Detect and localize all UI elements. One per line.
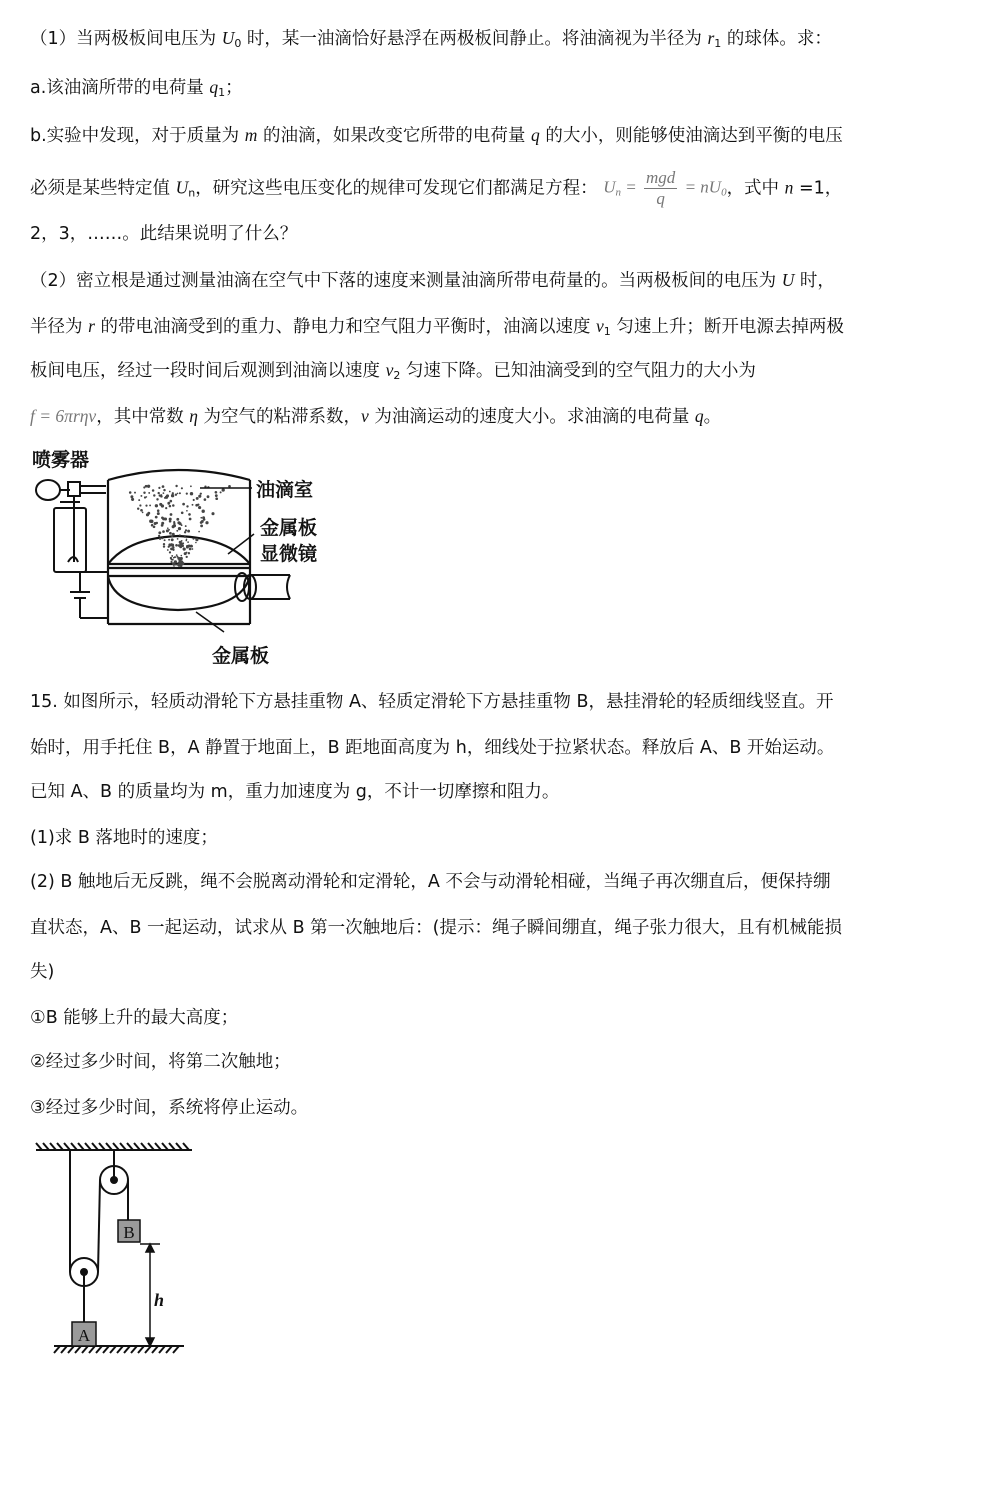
pulley-system-figure xyxy=(32,1140,202,1360)
oil-droplet xyxy=(169,551,171,553)
oil-droplet xyxy=(168,503,170,505)
oil-droplet xyxy=(162,485,165,488)
q14-part2-line1 xyxy=(30,268,978,293)
oil-droplet xyxy=(177,538,179,540)
var-q: q xyxy=(209,77,219,97)
oil-droplet xyxy=(178,527,181,530)
var-eta: η xyxy=(189,406,198,426)
oil-droplet xyxy=(190,485,192,487)
oil-droplet xyxy=(200,524,203,527)
q15-sub3: ③经过多少时间，系统将停止运动。 xyxy=(30,1098,309,1118)
hatch-mark xyxy=(117,1346,123,1353)
hatch-mark xyxy=(61,1346,67,1353)
hatch-mark xyxy=(176,1143,182,1150)
oil-droplet xyxy=(186,510,188,512)
q15-line1: 15. 如图所示，轻质动滑轮下方悬挂重物 A、轻质定滑轮下方悬挂重物 B，悬挂滑轮的轻质细线竖直。开 xyxy=(30,692,834,712)
sprayer-label: 喷雾器 xyxy=(32,449,90,471)
oil-droplet xyxy=(179,492,181,494)
hatch-mark xyxy=(75,1346,81,1353)
oil-droplet xyxy=(171,535,173,537)
oil-droplet xyxy=(152,489,155,492)
oil-droplet xyxy=(129,491,132,494)
oil-droplet xyxy=(188,552,190,554)
oil-droplet xyxy=(175,544,178,547)
oil-droplet xyxy=(139,504,141,506)
oil-droplet xyxy=(220,491,222,493)
microscope-label: 显微镜 xyxy=(260,543,318,565)
oil-droplet xyxy=(192,548,194,550)
oil-droplet xyxy=(173,522,175,524)
oil-droplet xyxy=(162,537,164,539)
oil-droplet xyxy=(149,504,151,506)
sub: n xyxy=(188,186,196,200)
oil-droplet xyxy=(175,494,177,496)
oil-droplet xyxy=(190,492,193,495)
hatch-mark xyxy=(71,1143,77,1150)
oil-droplet xyxy=(179,545,182,548)
var-U: U xyxy=(175,177,189,198)
oil-droplet xyxy=(182,503,185,506)
text: 的大小，则能够使油滴达到平衡的电压 xyxy=(539,126,843,146)
q15-sub2: ②经过多少时间，将第二次触地； xyxy=(30,1052,291,1072)
hatch-mark xyxy=(64,1143,70,1150)
oil-droplet xyxy=(196,497,199,500)
hatch-mark xyxy=(92,1143,98,1150)
hatch-mark xyxy=(124,1346,130,1353)
q15-sub1: ①B 能够上升的最大高度； xyxy=(30,1008,239,1028)
q14-part2-line4 xyxy=(30,404,978,429)
oil-droplet xyxy=(137,507,139,509)
oil-droplet xyxy=(181,511,184,514)
hatch-mark xyxy=(103,1346,109,1353)
oil-droplet xyxy=(149,520,152,523)
formula-lhs: U xyxy=(603,177,616,197)
oil-droplet xyxy=(162,530,165,533)
oil-droplet xyxy=(172,559,174,561)
q14-part2-line2 xyxy=(30,314,978,344)
oil-droplet xyxy=(176,518,179,521)
oil-droplet xyxy=(163,545,165,547)
hatch-mark xyxy=(152,1346,158,1353)
text: 的油滴，如果改变它所带的电荷量 xyxy=(257,126,531,146)
hatch-mark xyxy=(78,1143,84,1150)
oil-droplet xyxy=(171,538,174,541)
var-m: m xyxy=(244,125,258,145)
text: 时，某一油滴恰好悬浮在两极板间静止。将油滴视为半径为 xyxy=(241,29,708,49)
text: 半径为 xyxy=(30,317,89,337)
hatch-mark xyxy=(138,1346,144,1353)
oil-droplet xyxy=(172,492,174,494)
q15-question2-line2: 直状态，A、B 一起运动，试求从 B 第一次触地后：(提示：绳子瞬间绷直，绳子张力很大，且有机械能损 xyxy=(30,918,842,938)
hatch-mark xyxy=(141,1143,147,1150)
hatch-mark xyxy=(113,1143,119,1150)
block-b-label: B xyxy=(123,1223,135,1242)
oil-droplet xyxy=(164,539,166,541)
oil-droplet xyxy=(161,504,164,507)
oil-droplet xyxy=(184,531,186,533)
hatch-mark xyxy=(110,1346,116,1353)
var-U: U xyxy=(781,270,795,290)
oil-droplet xyxy=(180,555,182,557)
oil-droplet xyxy=(192,538,194,540)
text: 时， xyxy=(794,271,835,291)
q15-line3: 已知 A、B 的质量均为 m，重力加速度为 g，不计一切摩擦和阻力。 xyxy=(30,782,560,802)
oil-droplet xyxy=(169,532,172,535)
oil-droplet xyxy=(158,531,161,534)
oil-droplet xyxy=(170,513,173,516)
oil-droplet xyxy=(189,518,192,521)
var-v: v xyxy=(361,406,369,426)
var-r: r xyxy=(88,316,95,336)
oil-droplet xyxy=(156,522,158,524)
oil-droplet xyxy=(140,509,143,512)
block-a-label: A xyxy=(77,1326,91,1345)
q14-a-line xyxy=(30,75,978,105)
oil-droplet xyxy=(155,504,158,507)
oil-droplet xyxy=(204,498,207,501)
oil-droplet xyxy=(176,554,178,556)
oil-droplet xyxy=(184,536,186,538)
hatch-mark xyxy=(36,1143,42,1150)
oil-droplet xyxy=(138,499,140,501)
numerator: mgd xyxy=(646,168,676,187)
hatch-mark xyxy=(173,1346,179,1353)
hatch-mark xyxy=(120,1143,126,1150)
oil-droplet xyxy=(195,542,197,544)
oil-droplet xyxy=(174,556,176,558)
oil-droplet xyxy=(175,485,177,487)
drag-formula: f = 6πrηv xyxy=(30,406,97,426)
oil-droplet xyxy=(171,494,174,497)
q15-question1: (1)求 B 落地时的速度； xyxy=(30,828,218,848)
oil-droplet xyxy=(195,538,198,541)
var-v: v xyxy=(385,360,394,380)
oil-droplet xyxy=(153,525,156,528)
oil-droplet xyxy=(148,492,150,494)
oil-droplet xyxy=(163,489,165,491)
block-b xyxy=(118,1220,140,1242)
millikan-apparatus-figure xyxy=(28,442,338,672)
oil-droplet xyxy=(131,498,134,501)
chamber-label: 油滴室 xyxy=(256,479,314,501)
hatch-mark xyxy=(127,1143,133,1150)
text: a.该油滴所带的电荷量 xyxy=(30,78,210,98)
q14-part2-line3 xyxy=(30,358,978,388)
q14-b-line1 xyxy=(30,123,978,148)
oil-droplet xyxy=(161,516,164,519)
hatch-mark xyxy=(166,1346,172,1353)
oil-droplet xyxy=(211,512,214,515)
oil-droplet xyxy=(181,562,183,564)
oil-droplet xyxy=(215,491,218,494)
oil-droplet xyxy=(168,546,170,548)
q14-b-line2 xyxy=(30,168,978,209)
sub: 1 xyxy=(218,86,226,99)
oil-droplet xyxy=(158,487,160,489)
oil-droplet xyxy=(183,548,186,551)
var-v: v xyxy=(596,316,604,336)
oil-droplet xyxy=(170,500,173,503)
formula-eq: = xyxy=(621,177,642,197)
oil-droplet xyxy=(202,510,205,513)
oil-droplet xyxy=(207,495,210,498)
text: 板间电压，经过一段时间后观测到油滴以速度 xyxy=(30,361,386,381)
hatch-mark xyxy=(99,1143,105,1150)
oil-droplet xyxy=(193,499,195,501)
oil-droplet xyxy=(158,492,160,494)
text: ，其中常数 xyxy=(96,407,190,427)
oil-droplet xyxy=(188,513,191,516)
oil-droplet xyxy=(181,487,183,489)
oil-droplet xyxy=(181,540,183,542)
sub: 0 xyxy=(234,37,242,50)
oil-droplet xyxy=(170,548,173,551)
oil-droplet xyxy=(178,559,181,562)
text: 为油滴运动的速度大小。求油滴的电荷量 xyxy=(368,407,695,427)
oil-droplet xyxy=(205,521,208,524)
text: （1）当两极板间电压为 xyxy=(30,29,222,49)
rope xyxy=(70,1150,128,1272)
ground xyxy=(54,1346,184,1353)
text: 匀速下降。已知油滴受到的空气阻力的大小为 xyxy=(400,361,756,381)
oil-droplet xyxy=(186,493,188,495)
oil-droplet xyxy=(164,497,166,499)
hatch-mark xyxy=(68,1346,74,1353)
hatch-mark xyxy=(131,1346,137,1353)
var-U: U xyxy=(221,28,235,48)
oil-droplet xyxy=(172,562,175,565)
q14-part1-line xyxy=(30,26,978,56)
text: ； xyxy=(225,78,243,98)
var-q: q xyxy=(694,406,704,426)
oil-droplet xyxy=(176,530,178,532)
oil-droplet xyxy=(172,525,175,528)
text: 的带电油滴受到的重力、静电力和空气阻力平衡时，油滴以速度 xyxy=(94,317,597,337)
hatch-mark xyxy=(148,1143,154,1150)
text: 。 xyxy=(703,407,722,427)
hatch-mark xyxy=(50,1143,56,1150)
height-label: h xyxy=(154,1290,165,1310)
text: b.实验中发现，对于质量为 xyxy=(30,126,245,146)
oil-droplet xyxy=(198,531,200,533)
sprayer-icon xyxy=(36,480,106,572)
q15-question2-line1: (2) B 触地后无反跳，绳不会脱离动滑轮和定滑轮，A 不会与动滑轮相碰，当绳子再次绷直后，便保持绷 xyxy=(30,872,831,892)
oil-droplet xyxy=(215,494,218,497)
text: （2）密立根是通过测量油滴在空气中下落的速度来测量油滴所带电荷量的。当两极板间的电压为 xyxy=(30,271,782,291)
var-n: n xyxy=(784,177,794,198)
oil-droplet xyxy=(198,506,201,509)
oil-droplet xyxy=(177,493,179,495)
oil-droplet xyxy=(145,505,147,507)
oil-droplet xyxy=(156,498,158,500)
oil-droplet xyxy=(169,518,172,521)
oil-droplet xyxy=(159,537,162,540)
hatch-mark xyxy=(183,1143,189,1150)
oil-droplet xyxy=(151,524,153,526)
oil-droplet xyxy=(168,539,170,541)
oil-droplet xyxy=(171,555,173,557)
oil-droplet xyxy=(202,516,205,519)
movable-pulley xyxy=(70,1258,98,1322)
oil-droplet xyxy=(186,538,188,540)
oil-droplet xyxy=(170,561,172,563)
oil-droplet xyxy=(184,552,187,555)
oil-droplets xyxy=(129,485,231,567)
text: 为空气的粘滞系数， xyxy=(197,407,362,427)
oil-droplet xyxy=(192,504,194,506)
oil-droplet xyxy=(169,491,171,493)
battery-circuit xyxy=(70,572,108,618)
oil-droplet xyxy=(172,504,175,507)
oil-droplet xyxy=(200,493,202,495)
oil-droplet xyxy=(198,495,201,498)
fixed-pulley xyxy=(100,1150,128,1194)
var-q: q xyxy=(531,125,540,145)
text: ，式中 xyxy=(726,178,785,199)
hatch-mark xyxy=(169,1143,175,1150)
ceiling xyxy=(36,1143,192,1150)
plate-top-label: 金属板 xyxy=(260,517,318,539)
fraction xyxy=(644,168,677,209)
oil-droplet xyxy=(165,507,167,509)
text: =1， xyxy=(793,178,843,199)
q15-line2: 始时，用手托住 B，A 静置于地面上，B 距地面高度为 h，细线处于拉紧状态。释放后 A、B 开始运动。 xyxy=(30,738,835,758)
hatch-mark xyxy=(106,1143,112,1150)
oil-droplet xyxy=(130,495,133,498)
hatch-mark xyxy=(85,1143,91,1150)
text: 的球体。求： xyxy=(721,29,832,49)
plate-bottom-label: 金属板 xyxy=(212,645,270,667)
oil-droplet xyxy=(179,522,182,525)
oil-droplet xyxy=(144,496,146,498)
hatch-mark xyxy=(159,1346,165,1353)
oil-droplet xyxy=(215,497,218,500)
oil-droplet xyxy=(157,512,160,515)
formula-rhs: = nU xyxy=(680,177,722,197)
oil-droplet xyxy=(140,495,142,497)
oil-droplet xyxy=(157,509,160,512)
oil-droplet xyxy=(161,522,164,525)
oil-droplet xyxy=(195,504,198,507)
oil-droplet xyxy=(147,512,150,515)
hatch-mark xyxy=(82,1346,88,1353)
oil-droplet xyxy=(167,527,169,529)
sub: 0 xyxy=(721,186,727,199)
oil-droplet xyxy=(143,492,145,494)
text: 必须是某些特定值 xyxy=(30,178,176,199)
sub: 1 xyxy=(603,325,611,338)
var-r: r xyxy=(707,28,715,48)
hatch-mark xyxy=(43,1143,49,1150)
oil-droplet xyxy=(171,543,173,545)
q15-question2-line3: 失) xyxy=(30,962,55,982)
hatch-mark xyxy=(96,1346,102,1353)
hatch-mark xyxy=(155,1143,161,1150)
oil-droplet xyxy=(179,534,181,536)
oil-droplet xyxy=(175,564,177,566)
denominator: q xyxy=(656,189,665,208)
oil-droplet xyxy=(167,549,169,551)
oil-droplet xyxy=(147,485,150,488)
oil-droplet xyxy=(200,522,202,524)
oil-droplet xyxy=(134,492,136,494)
oil-droplet xyxy=(153,494,155,496)
oil-droplet xyxy=(142,512,144,514)
sub: 2 xyxy=(393,369,401,382)
oil-droplet xyxy=(222,488,225,491)
oil-droplet xyxy=(164,517,167,520)
oil-droplet xyxy=(155,516,158,519)
quantization-formula xyxy=(603,168,726,209)
oil-droplet xyxy=(200,517,202,519)
q14-b-line3: 2，3，……。此结果说明了什么？ xyxy=(30,224,298,244)
oil-droplet xyxy=(163,543,165,545)
text: ，研究这些电压变化的规律可发现它们都满足方程： xyxy=(195,178,598,199)
hatch-mark xyxy=(162,1143,168,1150)
oil-droplet xyxy=(189,548,192,551)
oil-droplet xyxy=(186,546,189,549)
hatch-mark xyxy=(134,1143,140,1150)
oil-droplet xyxy=(169,505,172,508)
oil-droplet xyxy=(190,545,193,548)
oil-droplet xyxy=(187,530,190,533)
oil-droplet xyxy=(185,525,187,527)
oil-droplet xyxy=(186,505,188,507)
oil-droplet xyxy=(163,492,165,494)
oil-droplet xyxy=(159,494,161,496)
oil-droplet xyxy=(158,535,160,537)
sub: n xyxy=(615,186,622,199)
oil-droplet xyxy=(187,541,189,543)
hatch-mark xyxy=(89,1346,95,1353)
oil-droplet xyxy=(186,556,188,558)
block-a xyxy=(72,1322,96,1346)
hatch-mark xyxy=(54,1346,60,1353)
oil-droplet xyxy=(166,529,169,532)
oil-droplet xyxy=(172,546,174,548)
microscope-icon xyxy=(235,573,290,601)
hatch-mark xyxy=(57,1143,63,1150)
sub: 1 xyxy=(714,37,722,50)
text: 匀速上升；断开电源去掉两极 xyxy=(610,317,844,337)
